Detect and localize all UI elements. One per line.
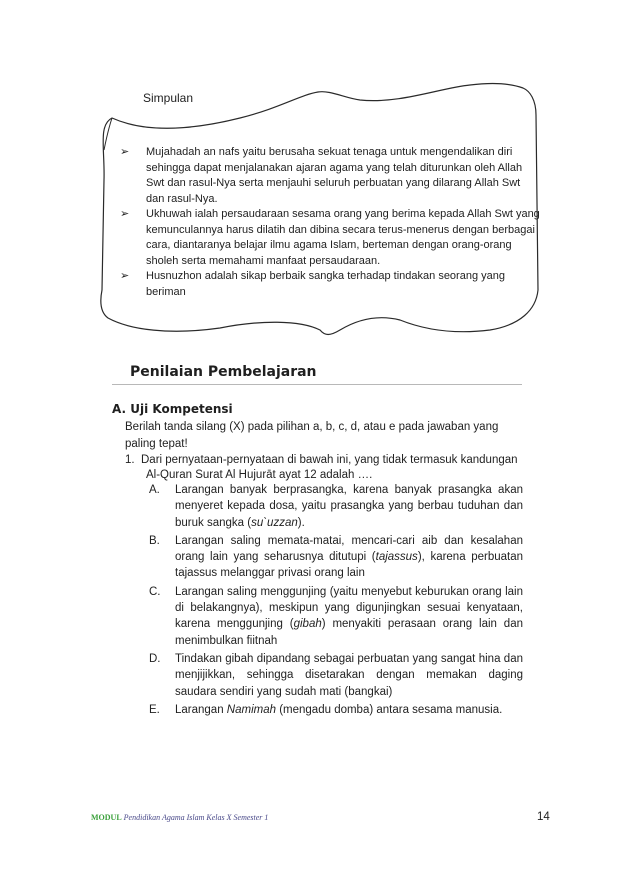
arrow-bullet-icon: ➢ [120, 146, 130, 158]
arrow-bullet-icon: ➢ [120, 208, 130, 220]
question-text-line2: Al-Quran Surat Al Hujurāt ayat 12 adalah …. [146, 469, 373, 481]
answer-option [149, 482, 523, 531]
text-segment: (mengadu domba) antara sesama manusia. [276, 703, 503, 716]
simpulan-item [120, 145, 540, 207]
option-letter: C. [149, 585, 161, 598]
footer-title [91, 813, 268, 822]
heading-divider [112, 384, 522, 385]
answer-option [149, 533, 523, 582]
option-letter: A. [149, 484, 160, 496]
answer-option [149, 584, 523, 649]
text-segment: Larangan banyak berprasangka, karena banyak prasangka akan menyeret kepada dosa, yaitu prasangka yang berbau tuduhan dan buruk sangka ( [175, 484, 523, 529]
simpulan-title: Simpulan [143, 91, 194, 105]
option-letter: D. [149, 652, 161, 665]
subsection-heading: A. Uji Kompetensi [112, 402, 233, 416]
simpulan-item [120, 207, 540, 269]
text-segment: Mujahadah an nafs yaitu berusaha sekuat tenaga untuk mengendalikan diri sehingga dapat menjalanakan ajaran agama yang telah diturunkan oleh Allah Swt dan rasul-Nya serta menjauhi seluruh perbuatan yang dilarang Allah Swt dan rasul-Nya. [146, 146, 523, 205]
answer-option [149, 651, 523, 700]
answer-options [149, 482, 523, 720]
text-segment: Larangan [175, 703, 227, 716]
simpulan-list [120, 145, 540, 300]
italic-term: su`uzzan [251, 516, 298, 529]
simpulan-item [120, 269, 540, 300]
italic-term: tajassus [375, 551, 418, 564]
question-number: 1. [125, 454, 135, 466]
answer-option [149, 702, 523, 718]
text-segment: ). [297, 516, 305, 529]
text-segment: Husnuzhon adalah sikap berbaik sangka terhadap tindakan seorang yang beriman [146, 270, 505, 298]
option-letter: B. [149, 534, 160, 547]
question-1 [125, 453, 525, 483]
option-letter: E. [149, 703, 160, 716]
question-text-line1: Dari pernyataan-pernyataan di bawah ini, yang tidak termasuk kandungan [141, 454, 518, 466]
text-segment: Tindakan gibah dipandang sebagai perbuatan yang sangat hina dan menjijikkan, sehingga disetarakan dengan memakan daging saudara sendiri yang sudah mati (bangkai) [175, 652, 523, 698]
text-segment: Ukhuwah ialah persaudaraan sesama orang yang berima kepada Allah Swt yang kemunculannya harus dilatih dan dibina secara terus-menerus dengan berbagai cara, diantaranya belajar ilmu agama Islam, berteman dengan orang-orang sholeh serta memahami manfaat persaudaraan. [146, 208, 540, 267]
text-segment: Larangan saling memata-matai, mencari-cari aib dan kesalahan orang lain yang seharusnya ditutupi ( [175, 534, 523, 564]
instruction-text: Berilah tanda silang (X) pada pilihan a, b, c, d, atau e pada jawaban yang paling tepat! [125, 421, 499, 450]
footer-course-title: Pendidikan Agama Islam Kelas X Semester 1 [121, 813, 269, 822]
section-heading: Penilaian Pembelajaran [130, 364, 317, 380]
italic-term: Namimah [226, 703, 277, 716]
page-number: 14 [537, 811, 550, 823]
footer-modul-label: MODUL [91, 813, 122, 822]
text-segment: ), karena perbuatan tajassus melanggar privasi orang lain [175, 551, 523, 580]
italic-term: gibah [293, 618, 322, 631]
text-segment: Larangan saling menggunjing (yaitu menyebut keburukan orang lain di belakangnya), meskipun yang digunjingkan sesuai kenyataan, karena menggunjing ( [175, 585, 523, 631]
text-segment: ) menyakiti perasaan orang lain dan menimbulkan fiitnah [175, 618, 523, 647]
arrow-bullet-icon: ➢ [120, 270, 130, 282]
